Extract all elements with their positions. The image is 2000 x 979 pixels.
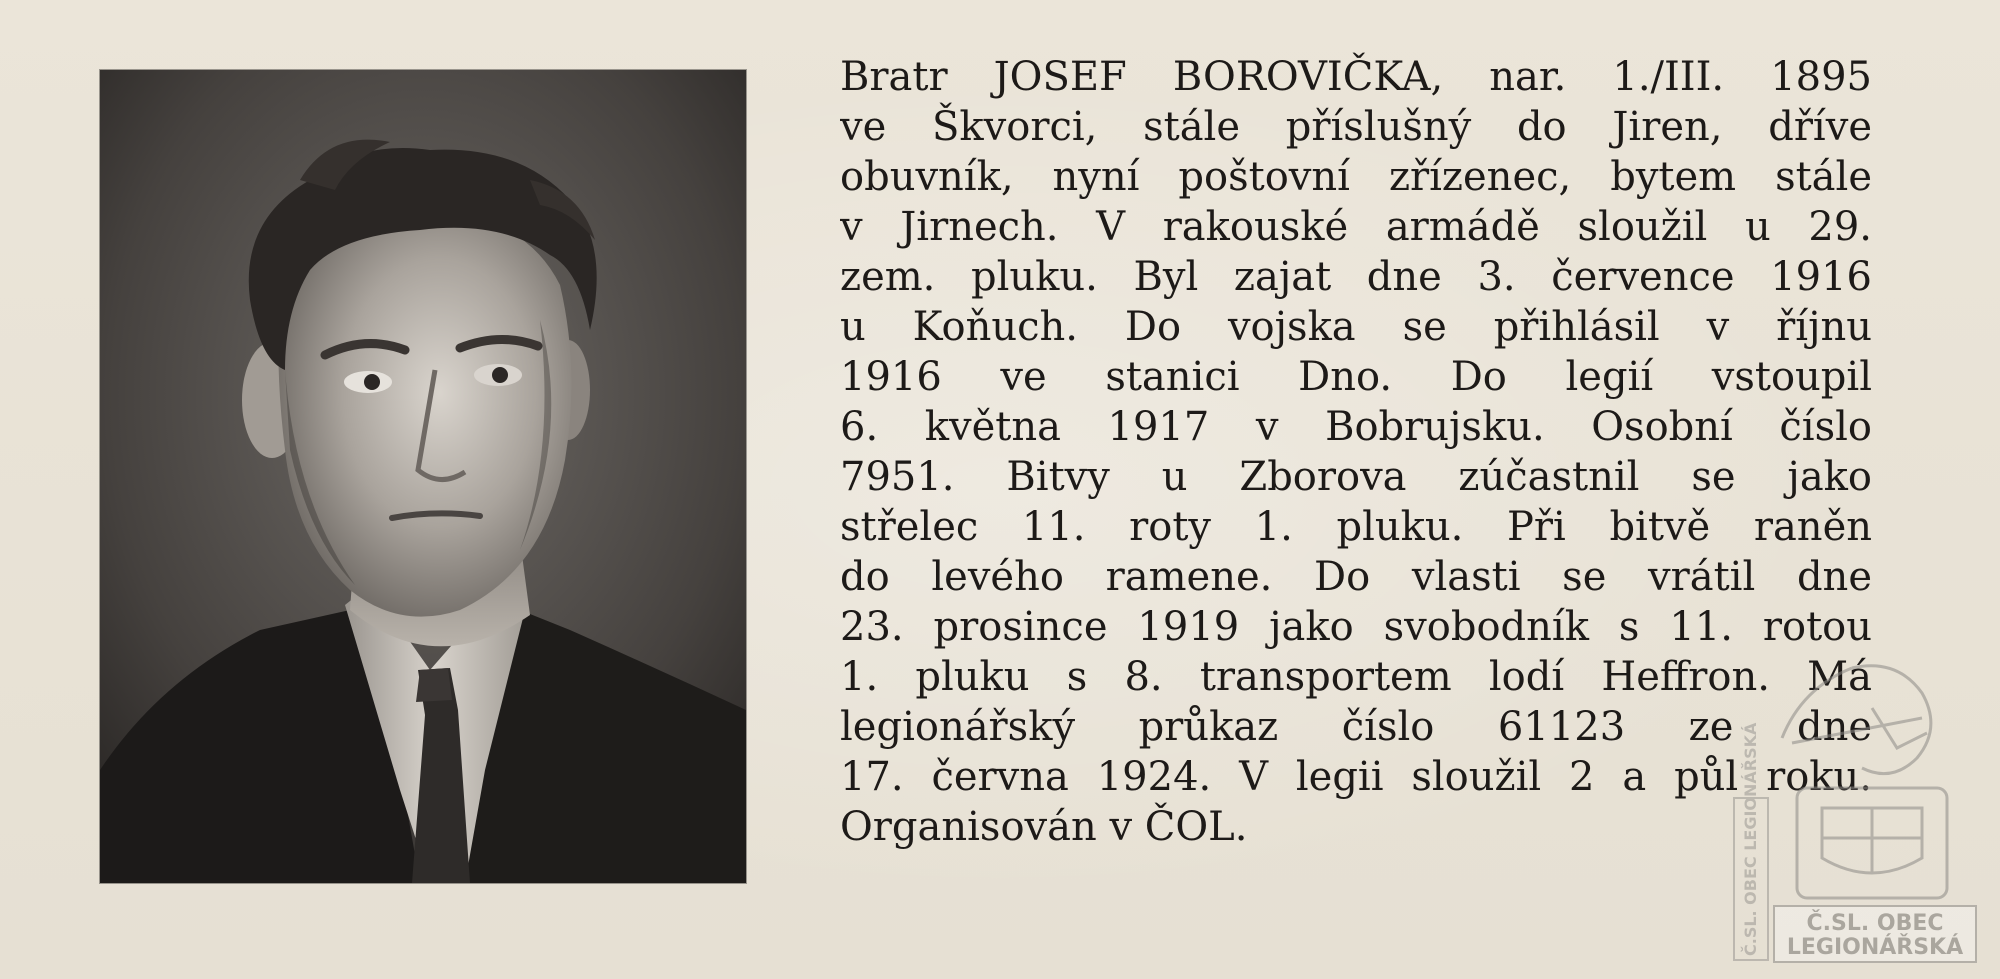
stamp-line-2: LEGIONÁŘSKÁ xyxy=(1786,935,1964,960)
biography-text xyxy=(840,52,1872,852)
bio-line: u Koňuch. Do vojska se přihlásil v říjnu xyxy=(840,304,1872,350)
portrait-photo xyxy=(100,70,746,883)
bio-line: 23. prosince 1919 jako svobodník s 11. rotou xyxy=(840,604,1872,650)
legion-watermark-stamp xyxy=(1722,648,1982,964)
bio-line: Bratr JOSEF BOROVIČKA, nar. 1./III. 1895 xyxy=(840,54,1872,100)
bio-line: legionářský průkaz číslo 61123 ze dne xyxy=(840,704,1872,750)
bio-line: střelec 11. roty 1. pluku. Při bitvě raněn xyxy=(840,504,1872,550)
bio-line: 7951. Bitvy u Zborova zúčastnil se jako xyxy=(840,454,1872,500)
bio-line: 6. května 1917 v Bobrujsku. Osobní číslo xyxy=(840,404,1872,450)
portrait-image xyxy=(100,70,746,883)
bio-line: 1916 ve stanici Dno. Do legií vstoupil xyxy=(840,354,1872,400)
bio-line: v Jirnech. V rakouské armádě sloužil u 29. xyxy=(840,204,1872,250)
bio-line: zem. pluku. Byl zajat dne 3. července 1916 xyxy=(840,254,1872,300)
bio-line: obuvník, nyní poštovní zřízenec, bytem stále xyxy=(840,154,1872,200)
bio-line-last: Organisován v ČOL. xyxy=(840,804,1248,850)
bio-line: 17. června 1924. V legii sloužil 2 a půl roku. xyxy=(840,754,1872,800)
bio-line: 1. pluku s 8. transportem lodí Heffron. Má xyxy=(840,654,1872,700)
bio-line: do levého ramene. Do vlasti se vrátil dne xyxy=(840,554,1872,600)
stamp-line-1: Č.SL. OBEC xyxy=(1806,911,1944,936)
bio-line: ve Škvorci, stále příslušný do Jiren, dříve xyxy=(840,104,1872,150)
stamp-side-text: Č.SL. OBEC LEGIONÁŘSKÁ xyxy=(1741,722,1760,956)
